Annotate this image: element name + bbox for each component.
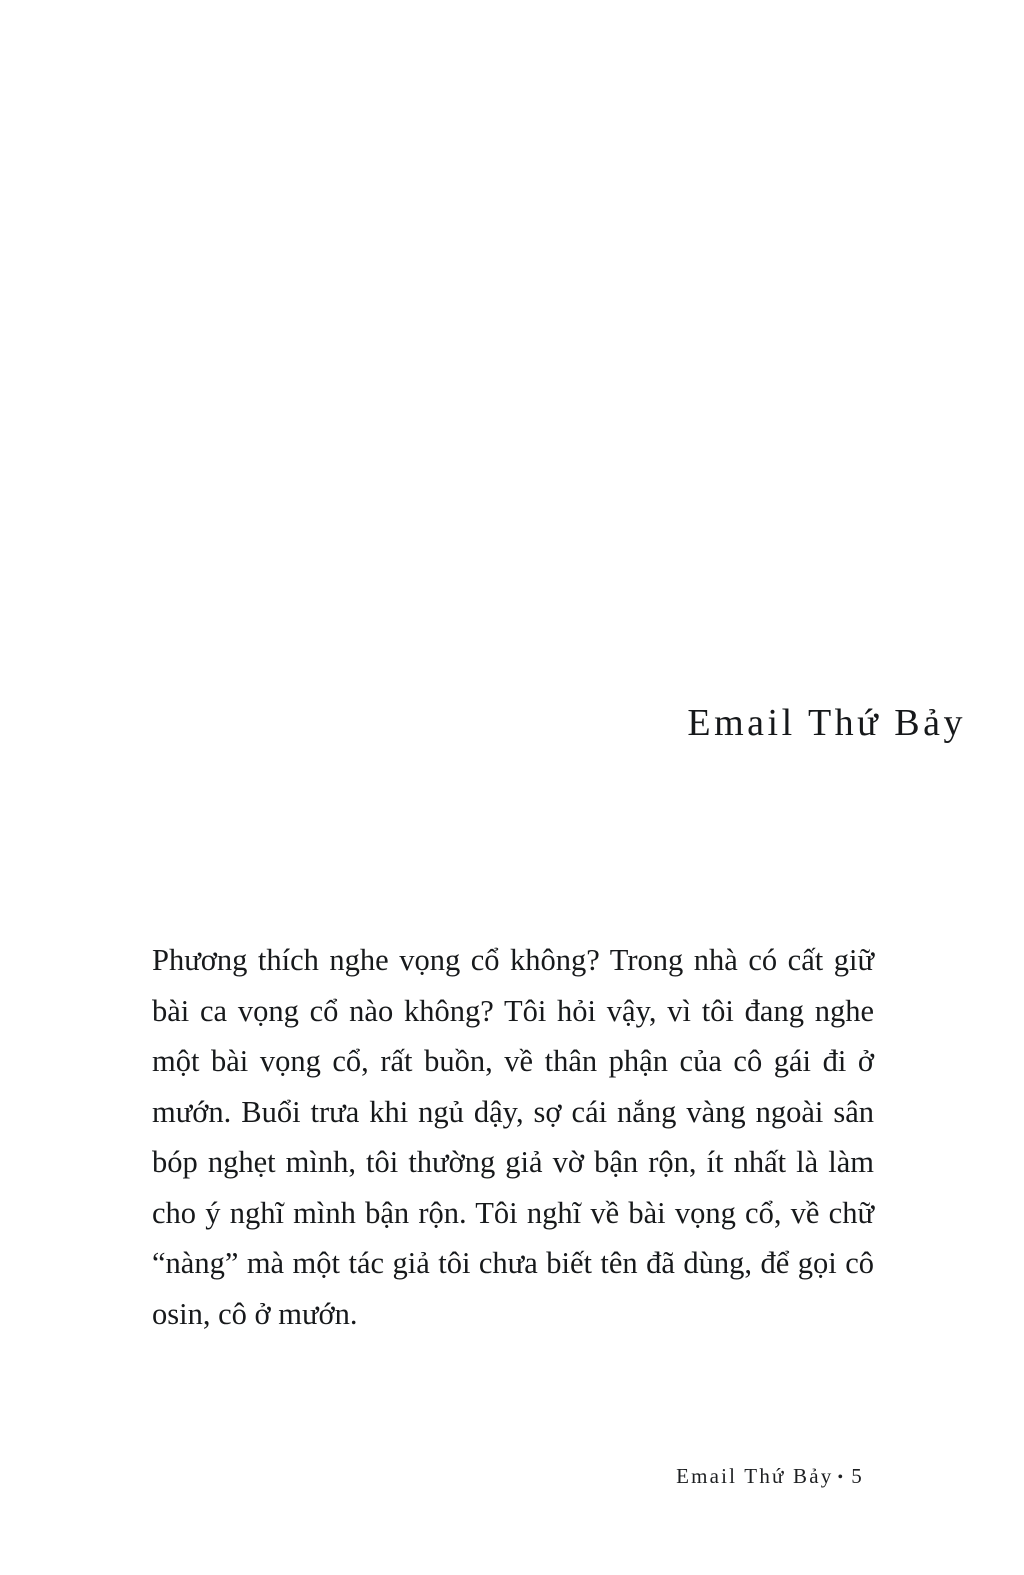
body-text-block [152, 935, 874, 1339]
page-footer [676, 1464, 864, 1489]
footer-separator: • [837, 1469, 846, 1487]
footer-page-number: 5 [851, 1464, 864, 1488]
page-title: Email Thứ Bảy [687, 702, 966, 745]
paragraph: Phương thích nghe vọng cổ không? Trong nhà có cất giữ bài ca vọng cổ nào không? Tôi hỏi vậy, vì tôi đang nghe một bài vọng cổ, rất buồn, về thân phận của cô gái đi ở mướn. Buổi trưa khi ngủ dậy, sợ cái nắng vàng ngoài sân bóp nghẹt mình, tôi thường giả vờ bận rộn, ít nhất là làm cho ý nghĩ mình bận rộn. Tôi nghĩ về bài vọng cổ, về chữ “nàng” mà một tác giả tôi chưa biết tên đã dùng, để gọi cô osin, cô ở mướn. [152, 943, 874, 1331]
footer-book-title: Email Thứ Bảy [676, 1464, 834, 1488]
